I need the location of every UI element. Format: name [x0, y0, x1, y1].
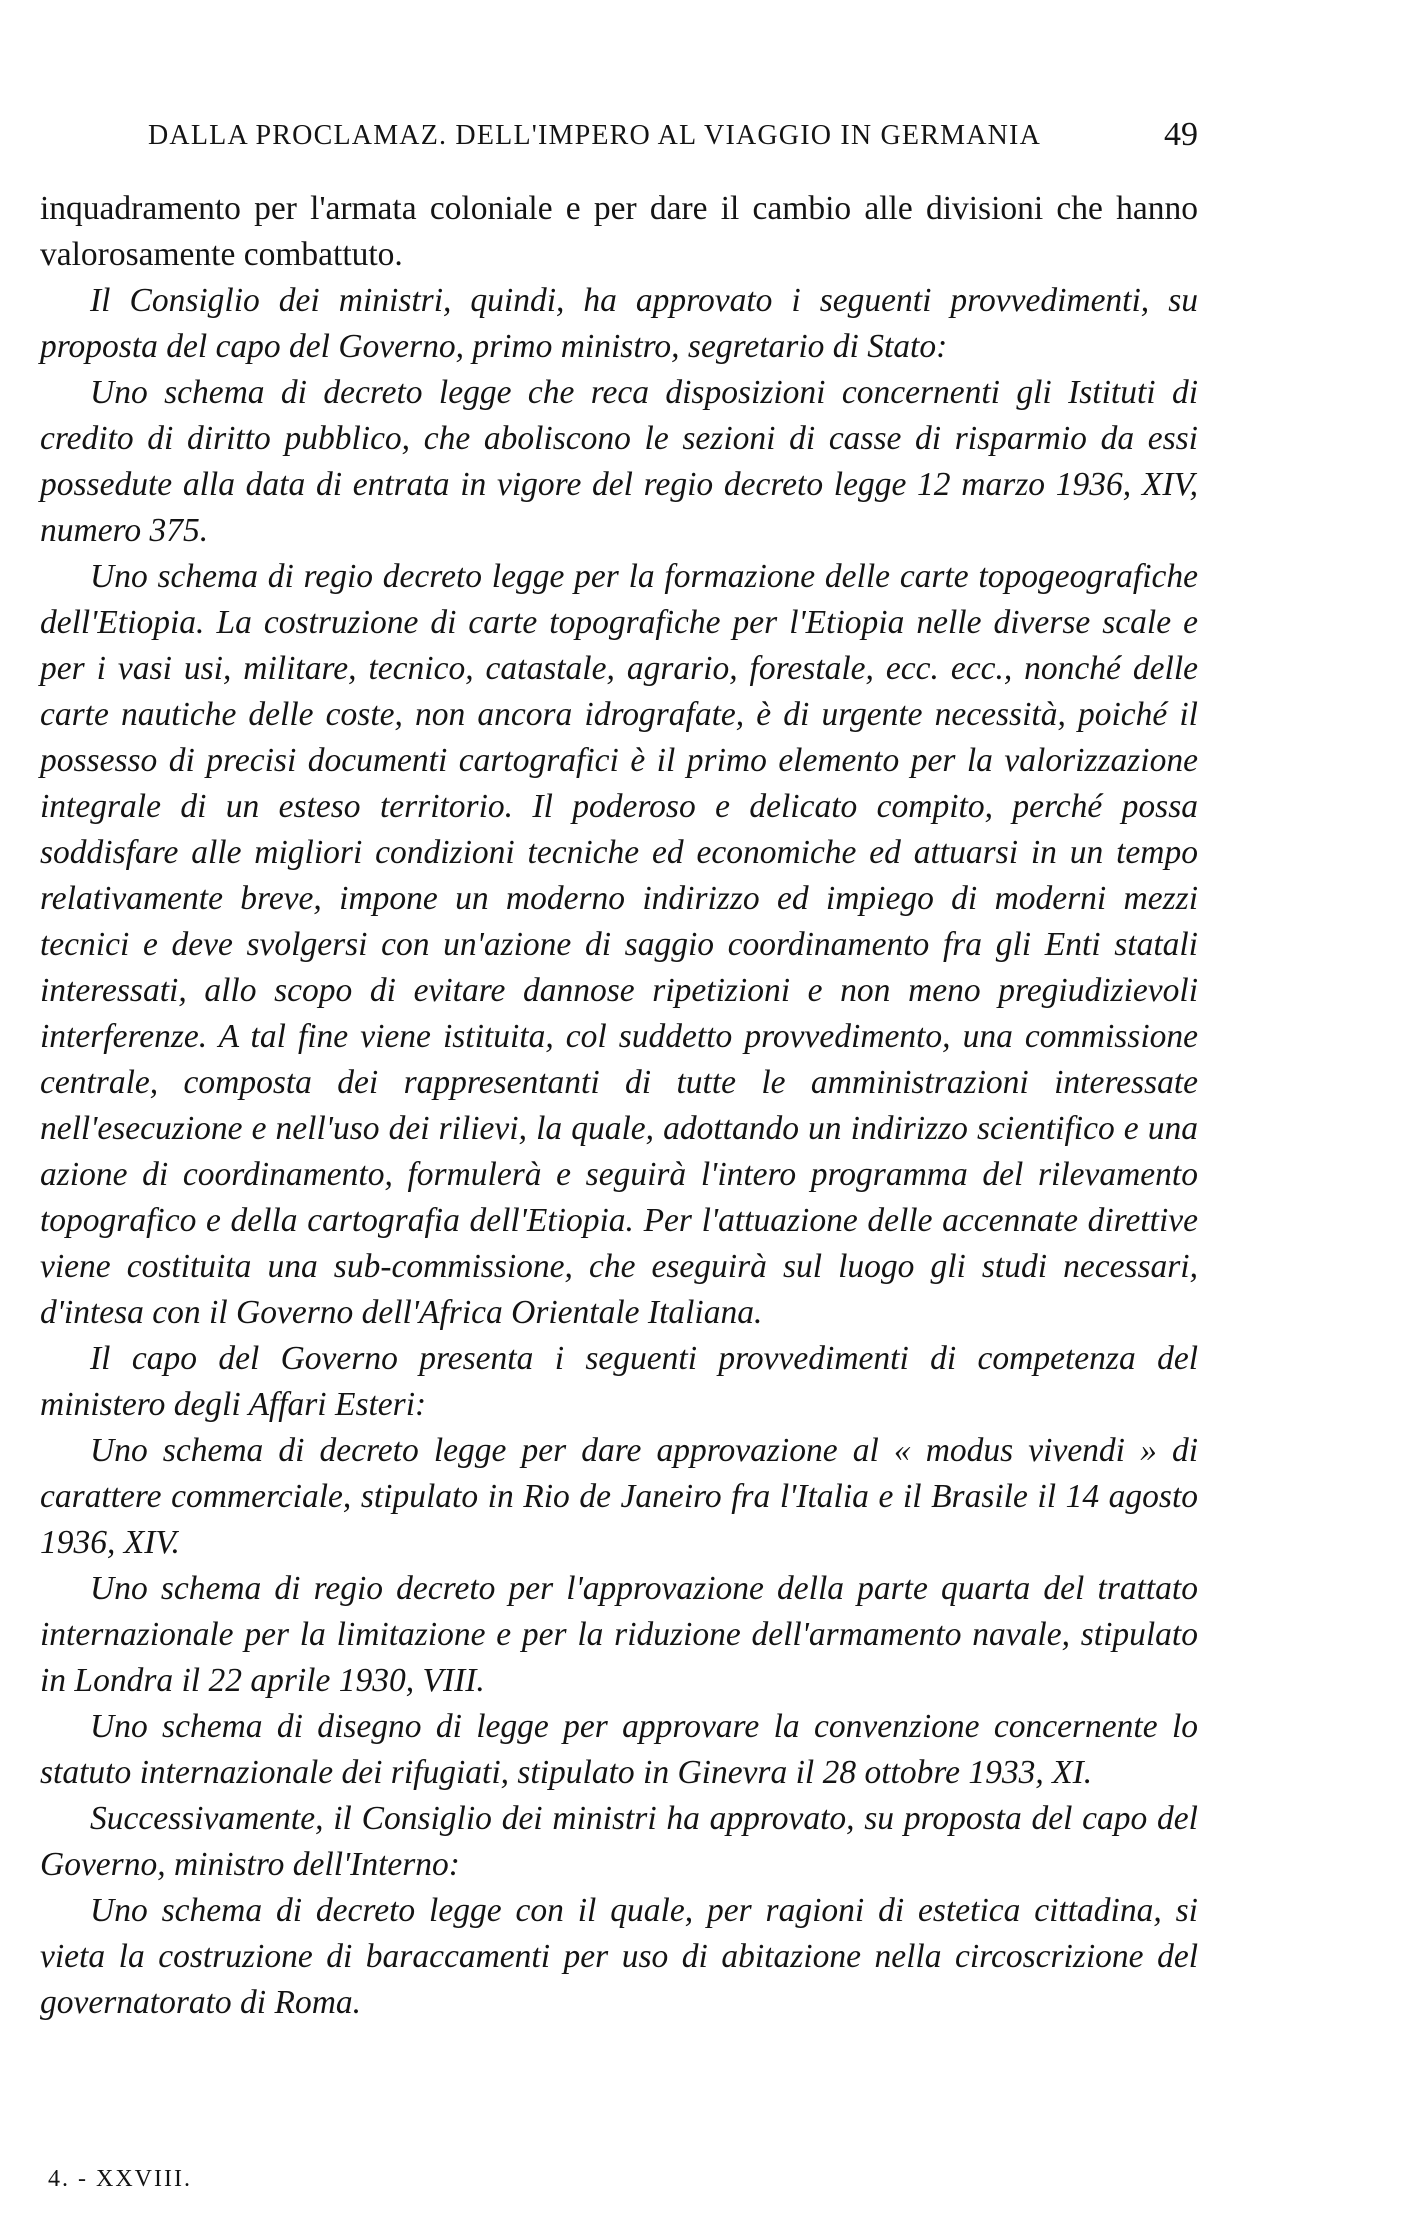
- running-title: DALLA PROCLAMAZ. DELL'IMPERO AL VIAGGIO IN GERMANIA: [148, 120, 1041, 151]
- paragraph-ethiopia-maps: Uno schema di regio decreto legge per la formazione delle carte topogeografiche dell'Etiopia. La costruzione di carte topografiche per l'Etiopia nelle diverse scale e per i vasi usi, militare, tecnico, catastale, agrario, forestale, ecc. ecc., nonché delle carte nautiche delle coste, non ancora idrografate, è di urgente necessità, poiché il possesso di precisi documenti cartografici è il primo elemento per la valorizzazione integrale di un esteso territorio. Il poderoso e delicato compito, perché possa soddisfare alle migliori condizioni tecniche ed economiche ed attuarsi in un tempo relativamente breve, impone un moderno indirizzo ed impiego di moderni mezzi tecnici e deve svolgersi con un'azione di saggio coordinamento fra gli Enti statali interessati, allo scopo di evitare dannose ripetizioni e non meno pregiudizievoli interferenze. A tal fine viene istituita, col suddetto provvedimento, una commissione centrale, composta dei rappresentanti di tutte le amministrazioni interessate nell'esecuzione e nell'uso dei rilievi, la quale, adottando un indirizzo scientifico e una azione di coordinamento, formulerà e seguirà l'intero programma del rilevamento topografico e della cartografia dell'Etiopia. Per l'attuazione delle accennate direttive viene costituita una sub-commissione, che eseguirà sul luogo gli studi necessari, d'intesa con il Governo dell'Africa Orientale Italiana.: [40, 558, 1198, 1331]
- body-text: [40, 186, 1198, 2026]
- paragraph-interior-intro: Successivamente, il Consiglio dei ministri ha approvato, su proposta del capo del Governo, ministro dell'Interno:: [40, 1800, 1198, 1883]
- page-number: 49: [1164, 116, 1198, 153]
- paragraph-brazil-agreement: Uno schema di decreto legge per dare approvazione al « modus vivendi » di carattere commerciale, stipulato in Rio de Janeiro fra l'Italia e il Brasile il 14 agosto 1936, XIV.: [40, 1432, 1198, 1561]
- paragraph-refugees-convention: Uno schema di disegno di legge per approvare la convenzione concernente lo statuto internazionale dei rifugiati, stipulato in Ginevra il 28 ottobre 1933, XI.: [40, 1708, 1198, 1791]
- paragraph-council-intro: Il Consiglio dei ministri, quindi, ha approvato i seguenti provvedimenti, su proposta del capo del Governo, primo ministro, segretario di Stato:: [40, 282, 1198, 365]
- paragraph-continuation: inquadramento per l'armata coloniale e per dare il cambio alle divisioni che hanno valorosamente combattuto.: [40, 190, 1198, 273]
- paragraph-naval-treaty: Uno schema di regio decreto per l'approvazione della parte quarta del trattato internazionale per la limitazione e per la riduzione dell'armamento navale, stipulato in Londra il 22 aprile 1930, VIII.: [40, 1570, 1198, 1699]
- running-head: [148, 116, 1198, 156]
- signature-mark: 4. - XXVIII.: [48, 2166, 192, 2192]
- paragraph-rome-barracks: Uno schema di decreto legge con il quale, per ragioni di estetica cittadina, si vieta la costruzione di baraccamenti per uso di abitazione nella circoscrizione del governatorato di Roma.: [40, 1892, 1198, 2021]
- paragraph-foreign-affairs-intro: Il capo del Governo presenta i seguenti provvedimenti di competenza del ministero degli Affari Esteri:: [40, 1340, 1198, 1423]
- paragraph-credit-institutes: Uno schema di decreto legge che reca disposizioni concernenti gli Istituti di credito di diritto pubblico, che aboliscono le sezioni di casse di risparmio da essi possedute alla data di entrata in vigore del regio decreto legge 12 marzo 1936, XIV, numero 375.: [40, 374, 1198, 549]
